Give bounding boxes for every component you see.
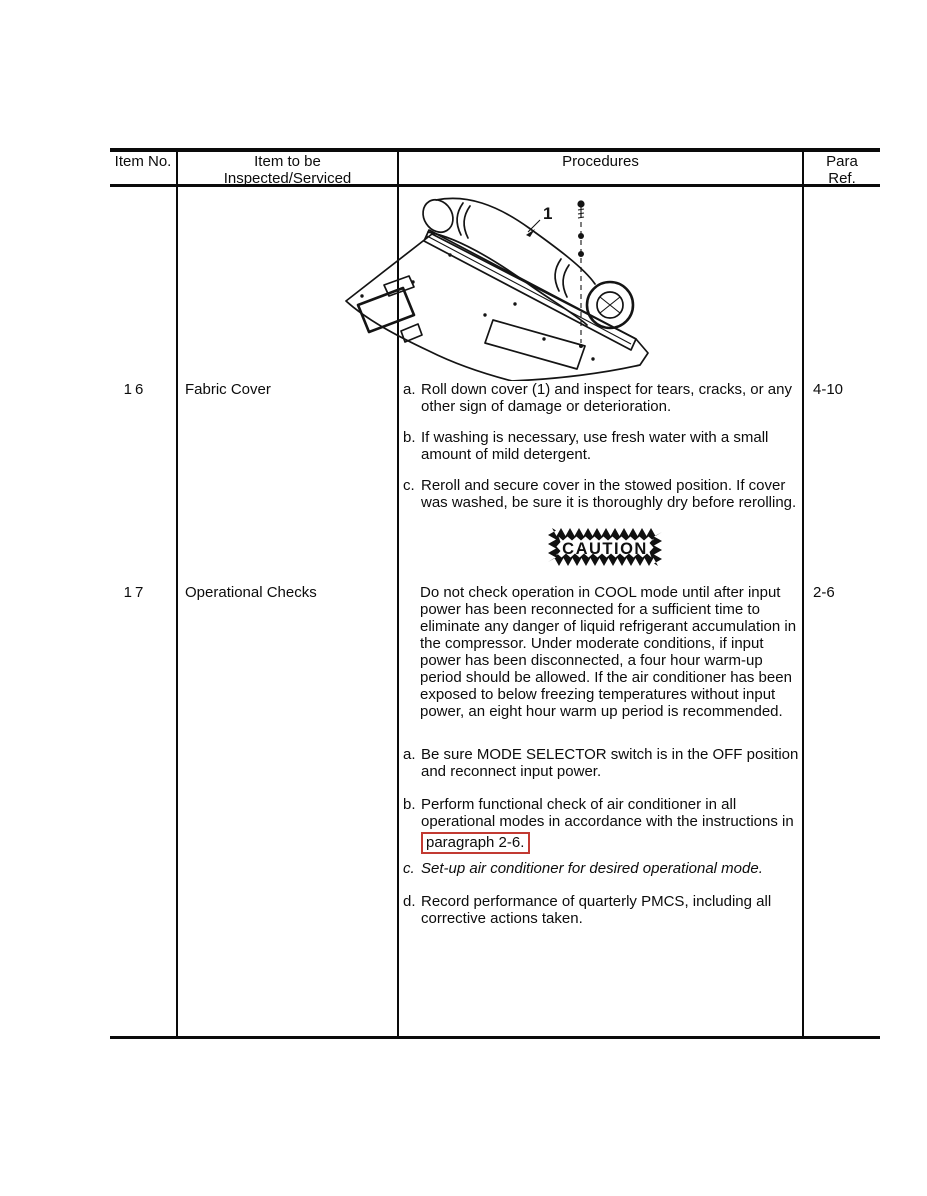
col-header-para-line1: Para (826, 153, 858, 170)
col-header-procedures: Procedures (562, 153, 639, 170)
procedure-label: b. (403, 796, 416, 813)
row16-procedure-c (403, 477, 813, 511)
row17-procedure-b (403, 796, 813, 854)
procedure-text: Roll down cover (1) and inspect for tears, cracks, or any other sign of damage or deterioration. (421, 381, 792, 415)
panel-cutout-small-lower (401, 324, 422, 342)
col-header-para-ref (804, 153, 880, 187)
row17-para-ref: 2-6 (813, 584, 835, 601)
procedure-label: b. (403, 429, 416, 446)
procedure-label: a. (403, 746, 416, 763)
row17-intro-paragraph: Do not check operation in COOL mode until after input power has been reconnected for a sufficient time to eliminate any danger of liquid refrigerant accumulation in the compressor. Under moderate conditions, if input power has been disconnected, a four hour warm-up period should be allowed. If the air conditioner has been exposed to below freezing temperatures without input power, an eight hour warm up period is recommended. (420, 584, 797, 720)
col-header-item-inspected (178, 153, 397, 187)
procedure-label: c. (403, 477, 415, 494)
row16-procedure-b (403, 429, 813, 463)
row17-procedure-c (403, 860, 813, 877)
panel-outline (346, 234, 648, 381)
procedure-text: Be sure MODE SELECTOR switch is in the OFF position and reconnect input power. (421, 746, 799, 780)
row17-item-label: Operational Checks (185, 584, 317, 601)
row16-item-no: 16 (123, 381, 147, 398)
washer-lower (578, 251, 584, 257)
procedure-text: Record performance of quarterly PMCS, including all corrective actions taken. (421, 893, 772, 927)
procedure-label: c. (403, 860, 415, 877)
col-header-item-line1: Item to be (254, 153, 321, 170)
table-vline-itemno-item (176, 148, 178, 1039)
caution-banner (545, 525, 665, 569)
col-header-para-line2: Ref. (828, 170, 856, 187)
caution-label: CAUTION (562, 540, 648, 558)
rolled-cover-left-cap (417, 194, 459, 238)
table-border-bottom (110, 1036, 880, 1039)
row17-procedure-d (403, 893, 813, 927)
col-header-item-no: Item No. (114, 153, 172, 170)
procedure-label: d. (403, 893, 416, 910)
procedure-text: If washing is necessary, use fresh water with a small amount of mild detergent. (421, 429, 769, 463)
row16-item-label: Fabric Cover (185, 381, 271, 398)
screw-head (577, 200, 584, 207)
figure-callout-1: 1 (543, 204, 553, 223)
procedure-text: Set-up air conditioner for desired operational mode. (421, 860, 763, 877)
panel-cutout-center (485, 320, 585, 369)
procedure-label: a. (403, 381, 416, 398)
col-header-item-line2: Inspected/Serviced (223, 170, 352, 187)
row17-procedure-a (403, 746, 817, 780)
procedure-text: Reroll and secure cover in the stowed position. If cover was washed, be sure it is thoroughly dry before rerolling. (421, 477, 797, 511)
fabric-cover-figure (337, 193, 707, 381)
table-border-top (110, 148, 880, 152)
row16-procedure-a (403, 381, 813, 415)
row17-item-no: 17 (123, 584, 147, 601)
highlighted-paragraph-ref: paragraph 2-6. (421, 832, 530, 854)
procedure-text: Perform functional check of air conditioner in all operational modes in accordance with the instructions in (421, 796, 794, 830)
row16-para-ref: 4-10 (813, 381, 844, 398)
rolled-cover-top (436, 198, 595, 284)
panel-cutout-large-left (358, 288, 414, 332)
washer-upper (578, 233, 584, 239)
